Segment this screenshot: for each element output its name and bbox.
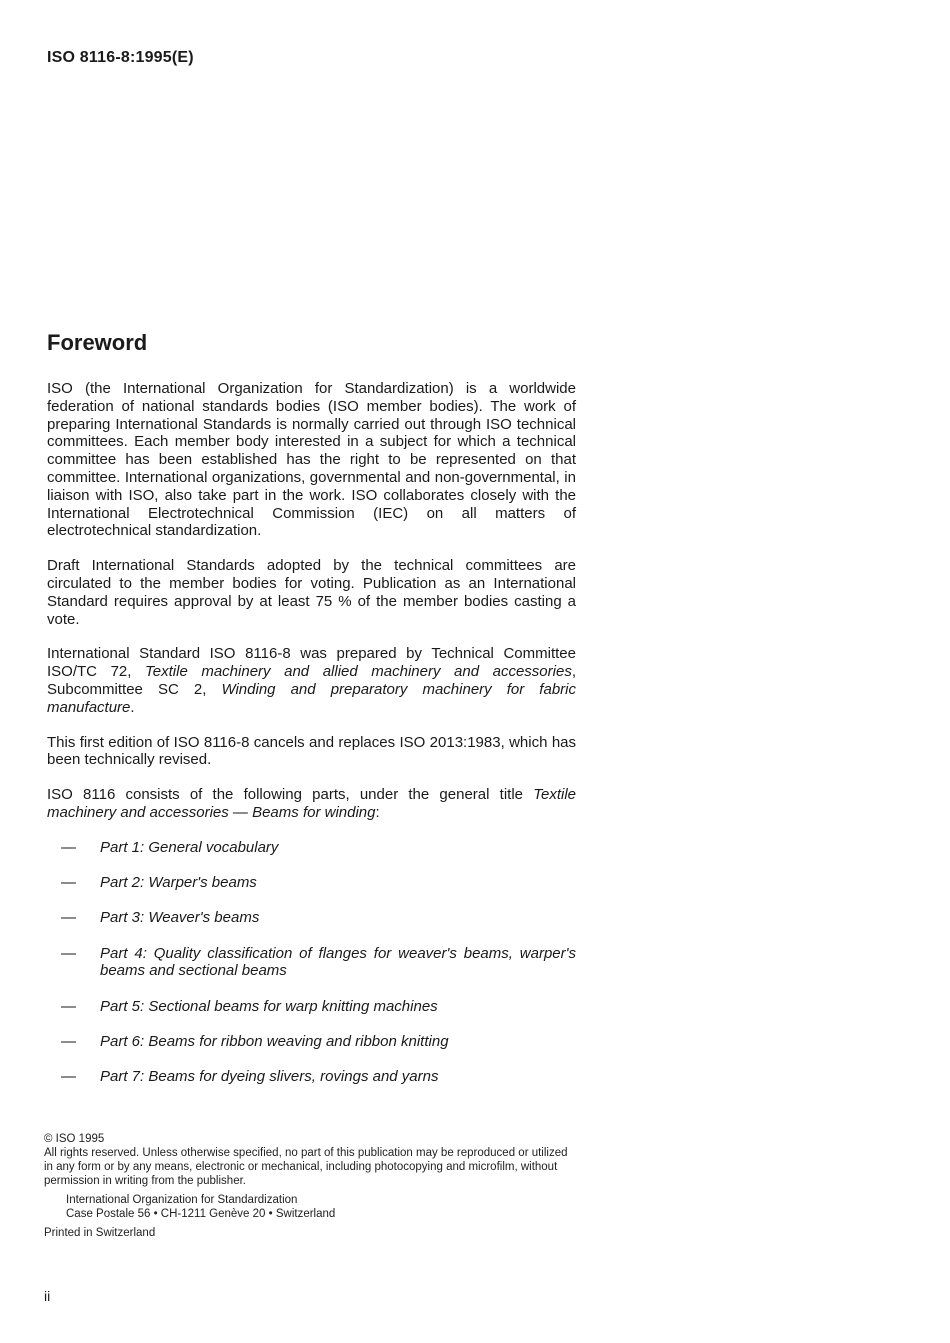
part-text: Part 3: Weaver's beams [100, 909, 260, 927]
dash-bullet: — [61, 838, 76, 856]
copyright-line: © ISO 1995 [44, 1133, 105, 1145]
list-item [61, 1068, 576, 1086]
list-item [61, 874, 576, 892]
part-text: Part 7: Beams for dyeing slivers, rovings and yarns [100, 1068, 439, 1086]
subcommittee-title: Winding and preparatory machinery for fabric manufacture [47, 680, 576, 716]
dash-bullet: — [61, 944, 76, 962]
dash-bullet: — [61, 1068, 76, 1086]
foreword-body [47, 380, 576, 1104]
part-text: Part 1: General vocabulary [100, 838, 279, 856]
paragraph-parts-intro [47, 786, 576, 822]
dash-bullet: — [61, 997, 76, 1015]
printed-location: Printed in Switzerland [44, 1227, 156, 1239]
parts-list [47, 839, 576, 1086]
paragraph-iso-intro: ISO (the International Organization for Standardization) is a worldwide federation of national standards bodies (ISO member bodies). The work of preparing International Standards is normally carried out through ISO technical committees. Each member body interested in a subject for which a technical committee has been established has the right to be represented on that committee. International organizations, governmental and non-governmental, in liaison with ISO, also take part in the work. ISO collaborates closely with the International Electrotechnical Commission (IEC) on all matters of electrotechnical standardization. [47, 380, 576, 540]
part-text: Part 2: Warper's beams [100, 874, 257, 892]
section-heading: Foreword [47, 330, 148, 355]
paragraph-preparation [47, 645, 576, 716]
organization-name: International Organization for Standardization [66, 1194, 298, 1206]
text-run: International Standard ISO 8116-8 was prepared by Technical Committee ISO/TC 72, [47, 645, 576, 681]
part-text: Part 4: Quality classification of flanges for weaver's beams, warper's beams and sectional beams [100, 944, 576, 980]
postal-address: Case Postale 56 • CH-1211 Genève 20 • Switzerland [66, 1208, 336, 1220]
copyright-notice [44, 1132, 576, 1240]
paragraph-draft-standards: Draft International Standards adopted by the technical committees are circulated to the member bodies for voting. Publication as an International Standard requires approval by at least 75 % of the member bodies casting a vote. [47, 557, 576, 628]
dash-bullet: — [61, 874, 76, 892]
list-item [61, 839, 576, 857]
dash-bullet: — [61, 1033, 76, 1051]
text-run: . [130, 698, 135, 716]
text-run: , Subcommittee SC 2, [47, 663, 576, 698]
list-item [61, 945, 576, 981]
list-item [61, 998, 576, 1016]
dash-bullet: — [61, 909, 76, 927]
part-text: Part 6: Beams for ribbon weaving and ribbon knitting [100, 1033, 449, 1051]
committee-title: Textile machinery and allied machinery and accessories [144, 663, 572, 681]
list-item [61, 909, 576, 927]
page-number: ii [44, 1288, 51, 1304]
general-title: Textile machinery and accessories — Beams for winding [47, 786, 576, 821]
list-item [61, 1033, 576, 1051]
text-run: ISO 8116 consists of the following parts, under the general title [47, 786, 534, 804]
text-run: : [375, 803, 380, 821]
document-identifier: ISO 8116-8:1995(E) [47, 49, 194, 66]
paragraph-edition: This first edition of ISO 8116-8 cancels and replaces ISO 2013:1983, which has been technically revised. [47, 733, 576, 769]
part-text: Part 5: Sectional beams for warp knitting machines [100, 997, 438, 1015]
rights-statement: All rights reserved. Unless otherwise specified, no part of this publication may be reproduced or utilized in any form or by any means, electronic or mechanical, including photocopying and microfilm, without permission in writing from the publisher. [44, 1147, 568, 1187]
